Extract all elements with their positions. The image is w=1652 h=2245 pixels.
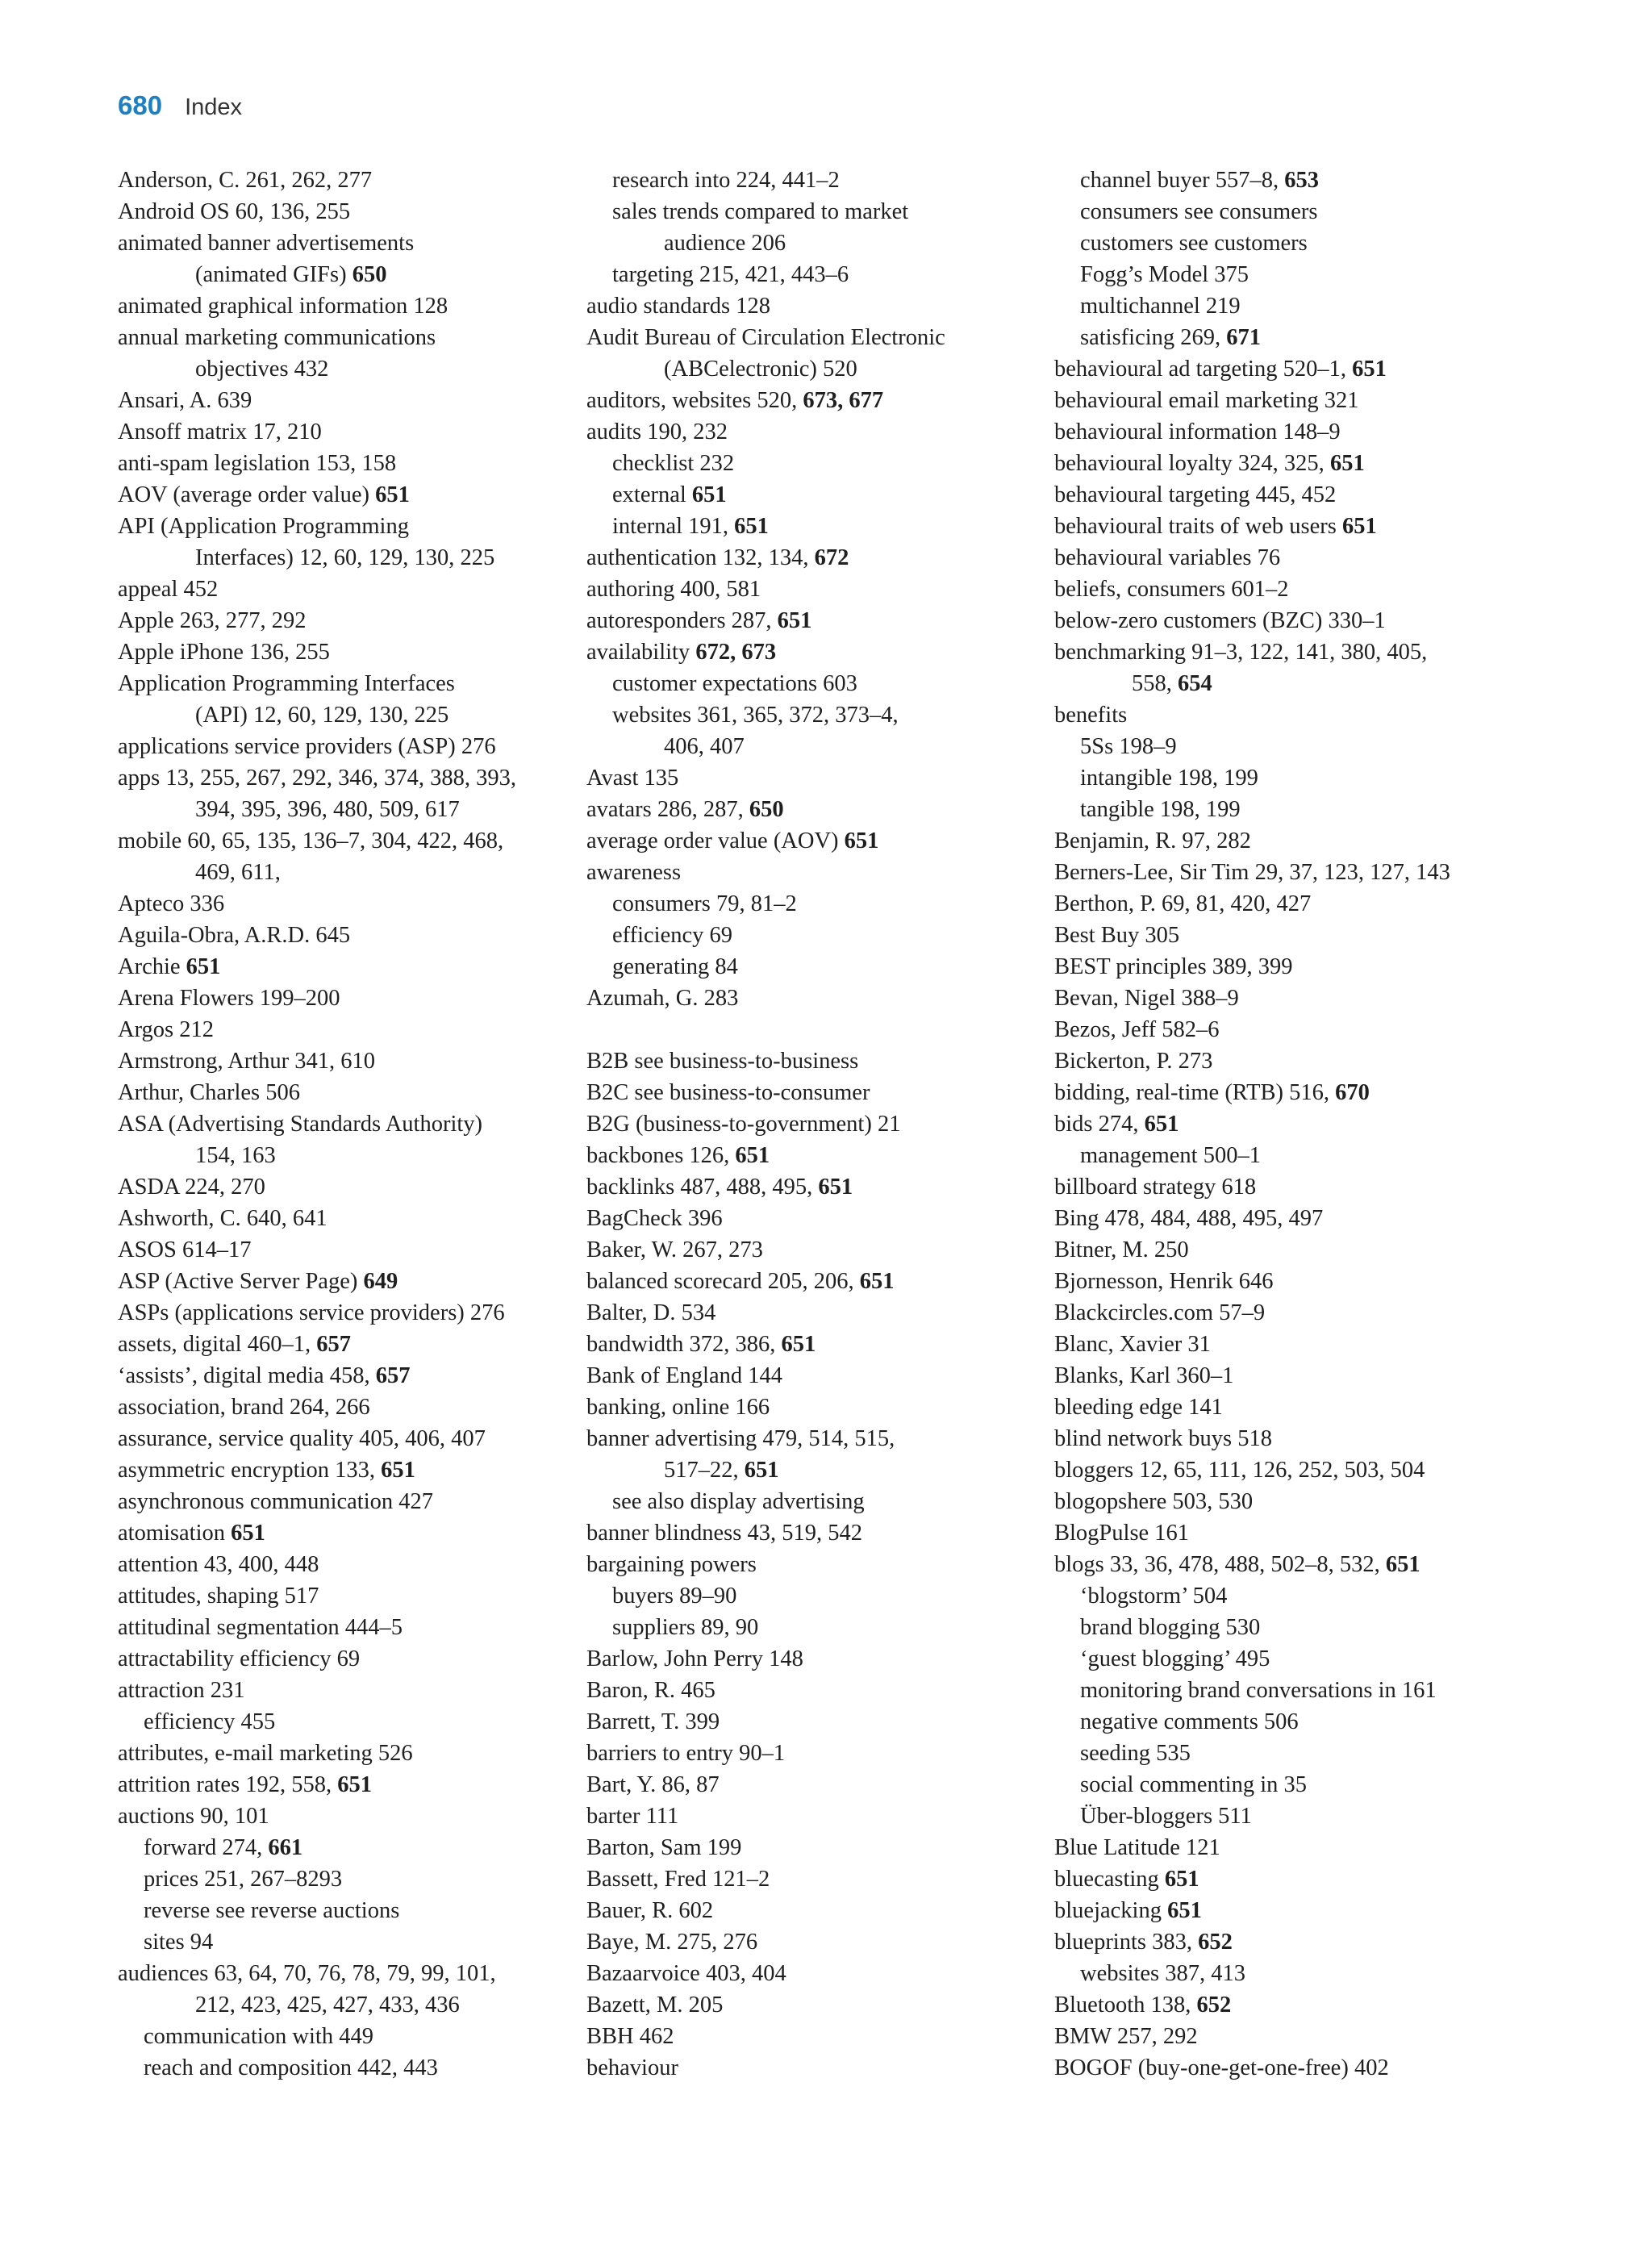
index-entry: authentication 132, 134, 672 — [586, 545, 849, 570]
index-entry: balanced scorecard 205, 206, 651 — [586, 1269, 895, 1294]
index-entry: barter 111 — [586, 1804, 679, 1829]
index-entry: Baye, M. 275, 276 — [586, 1930, 758, 1955]
index-entry: benefits — [1054, 703, 1128, 728]
index-entry: behavioural information 148–9 — [1054, 419, 1341, 444]
index-entry: Blanc, Xavier 31 — [1054, 1332, 1211, 1357]
index-subentry: consumers see consumers — [1080, 199, 1318, 224]
index-entry: Berners-Lee, Sir Tim 29, 37, 123, 127, 143 — [1054, 860, 1450, 885]
index-entry: ASP (Active Server Page) 649 — [118, 1269, 398, 1294]
index-subentry: multichannel 219 — [1080, 294, 1241, 319]
index-entry: ASPs (applications service providers) 276 — [118, 1300, 505, 1325]
index-entry: attraction 231 — [118, 1678, 245, 1703]
index-entry: bids 274, 651 — [1054, 1112, 1179, 1137]
index-subentry: ‘blogstorm’ 504 — [1080, 1584, 1228, 1609]
index-entry: Bank of England 144 — [586, 1363, 783, 1388]
index-entry: B2B see business-to-business — [586, 1049, 859, 1074]
index-entry: apps 13, 255, 267, 292, 346, 374, 388, 393, — [118, 766, 516, 791]
index-entry: Bassett, Fred 121–2 — [586, 1867, 770, 1892]
index-entry: bargaining powers — [586, 1552, 757, 1577]
index-entry: Best Buy 305 — [1054, 923, 1180, 948]
index-entry: ASA (Advertising Standards Authority) — [118, 1112, 483, 1137]
index-entry: blind network buys 518 — [1054, 1426, 1272, 1451]
index-entry: auditors, websites 520, 673, 677 — [586, 388, 884, 413]
index-entry: animated banner advertisements — [118, 231, 415, 256]
index-entry: Apple 263, 277, 292 — [118, 608, 307, 633]
index-subentry: websites 361, 365, 372, 373–4, — [612, 703, 899, 728]
index-entry: annual marketing communications — [118, 325, 436, 350]
index-entry: audits 190, 232 — [586, 419, 728, 444]
index-entry: attributes, e-mail marketing 526 — [118, 1741, 413, 1766]
index-entry: Ansari, A. 639 — [118, 388, 252, 413]
index-entry: behavioural targeting 445, 452 — [1054, 482, 1337, 507]
index-subentry: seeding 535 — [1080, 1741, 1191, 1766]
index-subentry: checklist 232 — [612, 451, 735, 476]
index-subentry: efficiency 69 — [612, 923, 733, 948]
index-entry: AOV (average order value) 651 — [118, 482, 410, 507]
index-subentry: 5Ss 198–9 — [1080, 734, 1177, 759]
index-entry: Bluetooth 138, 652 — [1054, 1993, 1232, 2018]
index-subentry: internal 191, 651 — [612, 514, 769, 539]
running-head: Index — [185, 94, 243, 120]
index-entry: behavioural traits of web users 651 — [1054, 514, 1377, 539]
index-entry: benchmarking 91–3, 122, 141, 380, 405, — [1054, 640, 1428, 665]
index-entry: mobile 60, 65, 135, 136–7, 304, 422, 468, — [118, 828, 504, 853]
index-entry: assurance, service quality 405, 406, 407 — [118, 1426, 486, 1451]
index-entry-continuation: Interfaces) 12, 60, 129, 130, 225 — [195, 545, 495, 570]
index-entry-continuation: 394, 395, 396, 480, 509, 617 — [195, 797, 460, 822]
index-entry: Baker, W. 267, 273 — [586, 1237, 763, 1262]
index-entry: banner blindness 43, 519, 542 — [586, 1521, 862, 1546]
index-entry: Audit Bureau of Circulation Electronic — [586, 325, 945, 350]
index-entry: behavioural email marketing 321 — [1054, 388, 1359, 413]
letter-gap — [586, 1014, 1038, 1045]
index-entry: applications service providers (ASP) 276 — [118, 734, 496, 759]
index-entry: behavioural variables 76 — [1054, 545, 1281, 570]
index-subentry: customer expectations 603 — [612, 671, 857, 696]
index-entry: behavioural ad targeting 520–1, 651 — [1054, 357, 1387, 382]
index-subentry: efficiency 455 — [144, 1709, 276, 1734]
index-entry: anti-spam legislation 153, 158 — [118, 451, 397, 476]
index-entry-continuation: (ABCelectronic) 520 — [664, 357, 857, 382]
index-entry-continuation: 406, 407 — [664, 734, 745, 759]
index-subentry: websites 387, 413 — [1080, 1961, 1246, 1986]
index-entry: B2G (business-to-government) 21 — [586, 1112, 901, 1137]
index-entry: appeal 452 — [118, 577, 219, 602]
index-entry: Bezos, Jeff 582–6 — [1054, 1017, 1220, 1042]
index-entry: auctions 90, 101 — [118, 1804, 269, 1829]
index-subentry: sales trends compared to market — [612, 199, 909, 224]
index-entry: Bitner, M. 250 — [1054, 1237, 1189, 1262]
index-entry: Bevan, Nigel 388–9 — [1054, 986, 1239, 1011]
index-entry: Application Programming Interfaces — [118, 671, 455, 696]
index-entry: BlogPulse 161 — [1054, 1521, 1190, 1546]
index-entry: Bauer, R. 602 — [586, 1898, 714, 1923]
page-number: 680 — [118, 90, 163, 120]
index-entry-continuation: 558, 654 — [1132, 671, 1212, 696]
index-entry: ‘assists’, digital media 458, 657 — [118, 1363, 411, 1388]
index-entry: B2C see business-to-consumer — [586, 1080, 870, 1105]
index-entry: Armstrong, Arthur 341, 610 — [118, 1049, 376, 1074]
index-entry: Blue Latitude 121 — [1054, 1835, 1220, 1860]
index-subentry: monitoring brand conversations in 161 — [1080, 1678, 1437, 1703]
index-entry: availability 672, 673 — [586, 640, 777, 665]
index-entry: awareness — [586, 860, 682, 885]
index-entry: association, brand 264, 266 — [118, 1395, 370, 1420]
index-entry: attitudinal segmentation 444–5 — [118, 1615, 403, 1640]
index-entry: behaviour — [586, 2055, 678, 2080]
index-subentry: prices 251, 267–8293 — [144, 1867, 343, 1892]
index-entry: Bickerton, P. 273 — [1054, 1049, 1213, 1074]
index-entry: banking, online 166 — [586, 1395, 770, 1420]
index-subentry: reverse see reverse auctions — [144, 1898, 400, 1923]
index-entry: autoresponders 287, 651 — [586, 608, 812, 633]
index-entry: BOGOF (buy-one-get-one-free) 402 — [1054, 2055, 1389, 2080]
index-entry: beliefs, consumers 601–2 — [1054, 577, 1289, 602]
index-subentry: tangible 198, 199 — [1080, 797, 1241, 822]
index-entry: Blackcircles.com 57–9 — [1054, 1300, 1266, 1325]
index-subentry: customers see customers — [1080, 231, 1308, 256]
index-entry-continuation: 154, 163 — [195, 1143, 276, 1168]
index-subentry: suppliers 89, 90 — [612, 1615, 759, 1640]
index-entry: authoring 400, 581 — [586, 577, 761, 602]
index-entry: blogs 33, 36, 478, 488, 502–8, 532, 651 — [1054, 1552, 1420, 1577]
index-entry: billboard strategy 618 — [1054, 1175, 1257, 1200]
index-entry: Aguila-Obra, A.R.D. 645 — [118, 923, 351, 948]
index-entry: below-zero customers (BZC) 330–1 — [1054, 608, 1386, 633]
index-entry: Bazett, M. 205 — [586, 1993, 724, 2018]
index-entry-continuation: 517–22, 651 — [664, 1458, 779, 1483]
index-entry: Anderson, C. 261, 262, 277 — [118, 168, 373, 193]
index-entry-continuation: 212, 423, 425, 427, 433, 436 — [195, 1993, 460, 2018]
index-entry: asymmetric encryption 133, 651 — [118, 1458, 415, 1483]
index-entry: Arthur, Charles 506 — [118, 1080, 301, 1105]
index-subentry: research into 224, 441–2 — [612, 168, 840, 193]
index-subentry: Fogg’s Model 375 — [1080, 262, 1249, 287]
index-entry: attitudes, shaping 517 — [118, 1584, 319, 1609]
index-subentry: intangible 198, 199 — [1080, 766, 1258, 791]
index-entry: Archie 651 — [118, 954, 221, 979]
index-subentry: external 651 — [612, 482, 727, 507]
index-subentry: sites 94 — [144, 1930, 214, 1955]
index-entry-continuation: (animated GIFs) 650 — [195, 262, 387, 287]
index-entry: audiences 63, 64, 70, 76, 78, 79, 99, 101, — [118, 1961, 496, 1986]
index-subentry: negative comments 506 — [1080, 1709, 1299, 1734]
index-entry: Blanks, Karl 360–1 — [1054, 1363, 1234, 1388]
index-entry: Apteco 336 — [118, 891, 225, 916]
index-entry-continuation: (API) 12, 60, 129, 130, 225 — [195, 703, 449, 728]
index-entry: Ashworth, C. 640, 641 — [118, 1206, 327, 1231]
index-subentry: management 500–1 — [1080, 1143, 1261, 1168]
index-column-2 — [586, 165, 1038, 2084]
index-entry: Bjornesson, Henrik 646 — [1054, 1269, 1274, 1294]
index-entry: bloggers 12, 65, 111, 126, 252, 503, 504 — [1054, 1458, 1425, 1483]
index-entry: barriers to entry 90–1 — [586, 1741, 786, 1766]
index-entry: bandwidth 372, 386, 651 — [586, 1332, 816, 1357]
index-entry: backlinks 487, 488, 495, 651 — [586, 1175, 853, 1200]
index-entry: attractability efficiency 69 — [118, 1646, 361, 1671]
index-subentry: reach and composition 442, 443 — [144, 2055, 438, 2080]
index-entry: assets, digital 460–1, 657 — [118, 1332, 351, 1357]
index-entry: blueprints 383, 652 — [1054, 1930, 1233, 1955]
index-entry: bidding, real-time (RTB) 516, 670 — [1054, 1080, 1370, 1105]
index-entry: Azumah, G. 283 — [586, 986, 739, 1011]
index-subentry: targeting 215, 421, 443–6 — [612, 262, 849, 287]
index-entry: BagCheck 396 — [586, 1206, 723, 1231]
page-header — [118, 90, 242, 121]
index-subentry: generating 84 — [612, 954, 738, 979]
index-entry: atomisation 651 — [118, 1521, 265, 1546]
index-entry: Barlow, John Perry 148 — [586, 1646, 803, 1671]
index-entry: Apple iPhone 136, 255 — [118, 640, 330, 665]
index-subentry: Über-bloggers 511 — [1080, 1804, 1252, 1829]
index-entry: BMW 257, 292 — [1054, 2024, 1198, 2049]
index-entry-continuation: 469, 611, — [195, 860, 281, 885]
index-entry-continuation: objectives 432 — [195, 357, 329, 382]
index-entry: Argos 212 — [118, 1017, 215, 1042]
index-entry: Baron, R. 465 — [586, 1678, 715, 1703]
index-entry: attention 43, 400, 448 — [118, 1552, 319, 1577]
index-entry: Android OS 60, 136, 255 — [118, 199, 351, 224]
index-entry: ASOS 614–17 — [118, 1237, 252, 1262]
index-entry: bluecasting 651 — [1054, 1867, 1199, 1892]
index-subentry: channel buyer 557–8, 653 — [1080, 168, 1320, 193]
index-subentry: buyers 89–90 — [612, 1584, 737, 1609]
index-entry: average order value (AOV) 651 — [586, 828, 879, 853]
index-subentry: satisficing 269, 671 — [1080, 325, 1262, 350]
index-entry: Barrett, T. 399 — [586, 1709, 720, 1734]
index-entry: animated graphical information 128 — [118, 294, 448, 319]
index-entry: Bart, Y. 86, 87 — [586, 1772, 720, 1797]
index-entry: API (Application Programming — [118, 514, 409, 539]
index-entry: asynchronous communication 427 — [118, 1489, 434, 1514]
index-column-1 — [118, 165, 569, 2084]
index-subentry: social commenting in 35 — [1080, 1772, 1307, 1797]
index-entry: Ansoff matrix 17, 210 — [118, 419, 322, 444]
index-subentry: forward 274, 661 — [144, 1835, 303, 1860]
index-entry: bluejacking 651 — [1054, 1898, 1202, 1923]
index-entry: avatars 286, 287, 650 — [586, 797, 784, 822]
index-entry: Balter, D. 534 — [586, 1300, 716, 1325]
index-entry-continuation: audience 206 — [664, 231, 786, 256]
index-entry: Benjamin, R. 97, 282 — [1054, 828, 1251, 853]
index-entry: blogopshere 503, 530 — [1054, 1489, 1254, 1514]
index-entry: attrition rates 192, 558, 651 — [118, 1772, 373, 1797]
index-subentry: communication with 449 — [144, 2024, 373, 2049]
index-entry: ASDA 224, 270 — [118, 1175, 265, 1200]
index-entry: BBH 462 — [586, 2024, 674, 2049]
index-entry: Avast 135 — [586, 766, 679, 791]
index-entry: bleeding edge 141 — [1054, 1395, 1223, 1420]
index-entry: Barton, Sam 199 — [586, 1835, 742, 1860]
index-entry: BEST principles 389, 399 — [1054, 954, 1293, 979]
index-column-3 — [1054, 165, 1506, 2084]
index-entry: Berthon, P. 69, 81, 420, 427 — [1054, 891, 1312, 916]
index-subentry: see also display advertising — [612, 1489, 865, 1514]
index-subentry: brand blogging 530 — [1080, 1615, 1261, 1640]
index-entry: banner advertising 479, 514, 515, — [586, 1426, 895, 1451]
index-subentry: ‘guest blogging’ 495 — [1080, 1646, 1270, 1671]
index-entry: audio standards 128 — [586, 294, 770, 319]
index-entry: Bing 478, 484, 488, 495, 497 — [1054, 1206, 1324, 1231]
index-entry: Bazaarvoice 403, 404 — [586, 1961, 786, 1986]
index-entry: behavioural loyalty 324, 325, 651 — [1054, 451, 1365, 476]
index-subentry: consumers 79, 81–2 — [612, 891, 797, 916]
index-entry: Arena Flowers 199–200 — [118, 986, 340, 1011]
index-entry: backbones 126, 651 — [586, 1143, 770, 1168]
